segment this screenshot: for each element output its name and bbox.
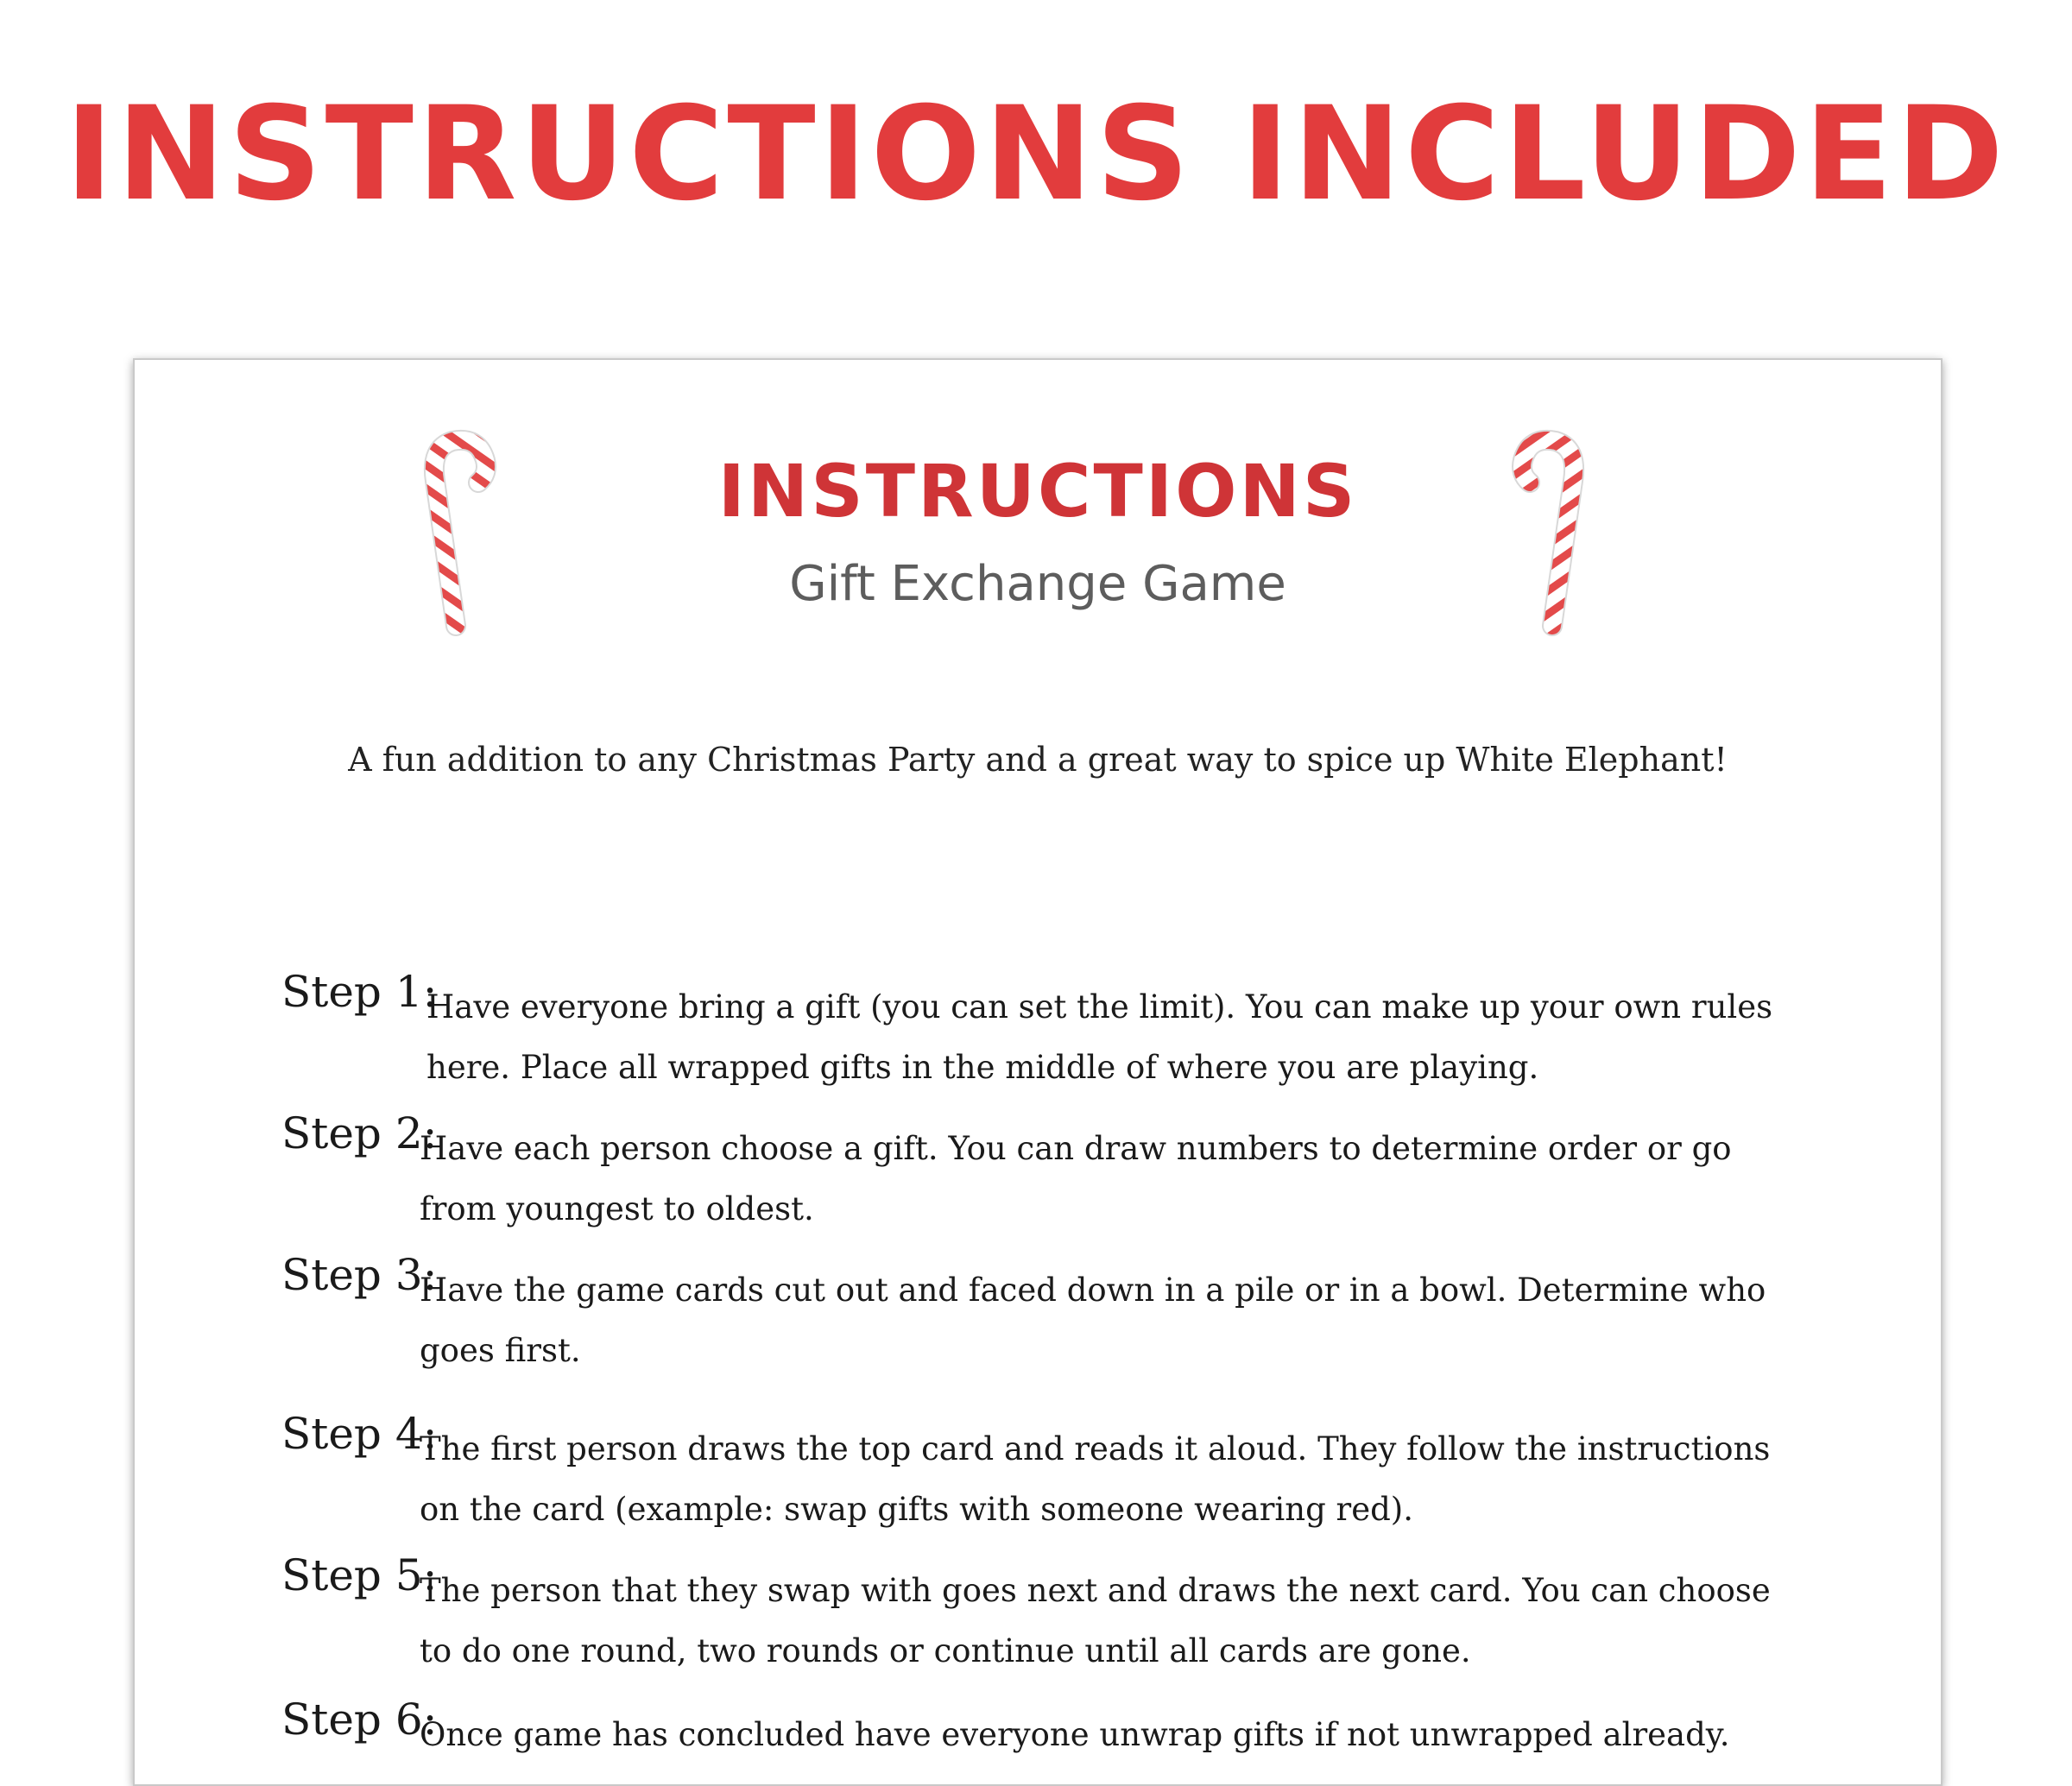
tagline: A fun addition to any Christmas Party and a great way to spice up White Elephant!	[348, 741, 1728, 779]
step-label: Step 1:	[281, 967, 438, 1017]
step-label: Step 3:	[281, 1250, 438, 1300]
step-label: Step 4:	[281, 1409, 438, 1459]
step-text: Have everyone bring a gift (you can set the limit). You can make up your own rules here. Place all wrapped gifts in the middle of where you are playing.	[426, 988, 1773, 1086]
instruction-sheet	[133, 358, 1942, 1786]
banner-title: INSTRUCTIONS INCLUDED	[65, 79, 2007, 230]
step-text: Once game has concluded have everyone unwrap gifts if not unwrapped already.	[420, 1716, 1730, 1753]
step-label: Step 5:	[281, 1550, 438, 1600]
step-label: Step 6:	[281, 1694, 438, 1745]
step-text: The first person draws the top card and reads it aloud. They follow the instructions on the card (example: swap gifts with someone wearing red).	[420, 1430, 1771, 1528]
step-label: Step 2:	[281, 1108, 438, 1158]
step-text: Have each person choose a gift. You can draw numbers to determine order or go from youngest to oldest.	[420, 1130, 1732, 1227]
sheet-title: INSTRUCTIONS	[717, 449, 1358, 533]
step-text: Have the game cards cut out and faced down in a pile or in a bowl. Determine who goes first.	[420, 1272, 1766, 1369]
sheet-subtitle: Gift Exchange Game	[789, 556, 1286, 612]
step-text: The person that they swap with goes next and draws the next card. You can choose to do one round, two rounds or continue until all cards are gone.	[420, 1572, 1771, 1669]
